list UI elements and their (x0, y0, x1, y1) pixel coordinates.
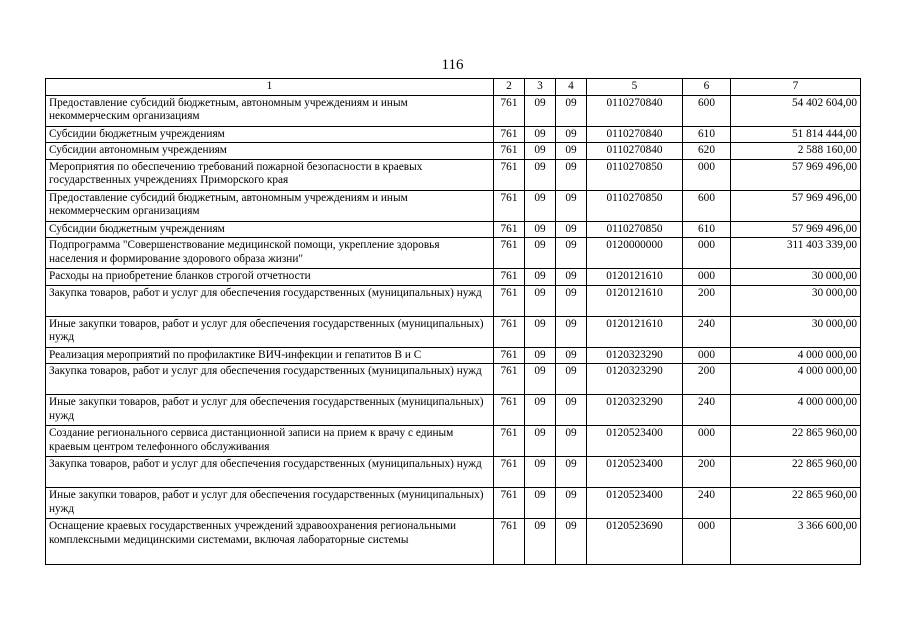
cell-subsection: 09 (556, 426, 587, 457)
cell-expense-type: 000 (683, 238, 731, 269)
column-header: 3 (525, 79, 556, 96)
cell-ministry-code: 761 (494, 395, 525, 426)
cell-expense-type: 200 (683, 285, 731, 316)
cell-section: 09 (525, 95, 556, 126)
cell-subsection: 09 (556, 457, 587, 488)
cell-ministry-code: 761 (494, 457, 525, 488)
cell-subsection: 09 (556, 316, 587, 347)
cell-section: 09 (525, 488, 556, 519)
cell-section: 09 (525, 457, 556, 488)
cell-amount: 54 402 604,00 (731, 95, 861, 126)
cell-description: Иные закупки товаров, работ и услуг для обеспечения государственных (муниципальных) нужд (46, 316, 494, 347)
table-row (46, 347, 861, 364)
cell-expense-type: 240 (683, 395, 731, 426)
cell-section: 09 (525, 126, 556, 143)
cell-subsection: 09 (556, 159, 587, 190)
cell-amount: 57 969 496,00 (731, 159, 861, 190)
cell-description: Оснащение краевых государственных учреждений здравоохранения региональными комплексными медицинскими системами, включая лабораторные системы (46, 519, 494, 565)
page-number: 116 (441, 57, 464, 73)
cell-ministry-code: 761 (494, 190, 525, 221)
cell-ministry-code: 761 (494, 285, 525, 316)
cell-target-article: 0120523400 (587, 426, 683, 457)
column-header: 2 (494, 79, 525, 96)
cell-amount: 51 814 444,00 (731, 126, 861, 143)
cell-section: 09 (525, 269, 556, 286)
cell-target-article: 0120523690 (587, 519, 683, 565)
cell-description: Закупка товаров, работ и услуг для обеспечения государственных (муниципальных) нужд (46, 364, 494, 395)
table-body (46, 95, 861, 565)
cell-subsection: 09 (556, 364, 587, 395)
cell-ministry-code: 761 (494, 519, 525, 565)
cell-target-article: 0120121610 (587, 269, 683, 286)
cell-expense-type: 000 (683, 269, 731, 286)
cell-target-article: 0120523400 (587, 488, 683, 519)
cell-description: Подпрограмма "Совершенствование медицинской помощи, укрепление здоровья населения и формирование здорового образа жизни" (46, 238, 494, 269)
cell-target-article: 0120000000 (587, 238, 683, 269)
cell-amount: 30 000,00 (731, 316, 861, 347)
column-header: 1 (46, 79, 494, 96)
cell-expense-type: 610 (683, 221, 731, 238)
cell-section: 09 (525, 221, 556, 238)
budget-table (45, 78, 861, 565)
cell-subsection: 09 (556, 395, 587, 426)
cell-ministry-code: 761 (494, 221, 525, 238)
cell-amount: 311 403 339,00 (731, 238, 861, 269)
cell-target-article: 0110270850 (587, 159, 683, 190)
cell-amount: 22 865 960,00 (731, 488, 861, 519)
table-row (46, 126, 861, 143)
cell-section: 09 (525, 190, 556, 221)
cell-section: 09 (525, 316, 556, 347)
cell-section: 09 (525, 143, 556, 160)
cell-subsection: 09 (556, 126, 587, 143)
cell-description: Субсидии бюджетным учреждениям (46, 126, 494, 143)
cell-target-article: 0110270850 (587, 190, 683, 221)
cell-ministry-code: 761 (494, 347, 525, 364)
cell-subsection: 09 (556, 347, 587, 364)
cell-section: 09 (525, 347, 556, 364)
table-row (46, 143, 861, 160)
cell-description: Предоставление субсидий бюджетным, автономным учреждениям и иным некоммерческим организациям (46, 190, 494, 221)
cell-target-article: 0110270840 (587, 95, 683, 126)
cell-ministry-code: 761 (494, 426, 525, 457)
cell-subsection: 09 (556, 285, 587, 316)
cell-subsection: 09 (556, 221, 587, 238)
table-row (46, 457, 861, 488)
cell-section: 09 (525, 364, 556, 395)
table-row (46, 426, 861, 457)
cell-expense-type: 600 (683, 95, 731, 126)
cell-target-article: 0110270840 (587, 126, 683, 143)
cell-subsection: 09 (556, 143, 587, 160)
cell-ministry-code: 761 (494, 269, 525, 286)
cell-expense-type: 000 (683, 426, 731, 457)
cell-expense-type: 620 (683, 143, 731, 160)
table-row (46, 190, 861, 221)
cell-amount: 4 000 000,00 (731, 364, 861, 395)
cell-ministry-code: 761 (494, 143, 525, 160)
table-row (46, 285, 861, 316)
cell-amount: 57 969 496,00 (731, 221, 861, 238)
cell-description: Предоставление субсидий бюджетным, автономным учреждениям и иным некоммерческим организациям (46, 95, 494, 126)
table-header-row (46, 79, 861, 96)
column-header: 5 (587, 79, 683, 96)
table-row (46, 238, 861, 269)
cell-ministry-code: 761 (494, 238, 525, 269)
cell-target-article: 0120323290 (587, 395, 683, 426)
cell-ministry-code: 761 (494, 159, 525, 190)
cell-amount: 4 000 000,00 (731, 395, 861, 426)
cell-section: 09 (525, 159, 556, 190)
cell-expense-type: 200 (683, 364, 731, 395)
table-row (46, 159, 861, 190)
cell-description: Расходы на приобретение бланков строгой отчетности (46, 269, 494, 286)
cell-ministry-code: 761 (494, 126, 525, 143)
cell-description: Закупка товаров, работ и услуг для обеспечения государственных (муниципальных) нужд (46, 457, 494, 488)
cell-description: Закупка товаров, работ и услуг для обеспечения государственных (муниципальных) нужд (46, 285, 494, 316)
cell-expense-type: 610 (683, 126, 731, 143)
cell-amount: 22 865 960,00 (731, 426, 861, 457)
cell-subsection: 09 (556, 238, 587, 269)
cell-target-article: 0120323290 (587, 364, 683, 395)
cell-expense-type: 000 (683, 159, 731, 190)
cell-ministry-code: 761 (494, 488, 525, 519)
cell-section: 09 (525, 519, 556, 565)
cell-expense-type: 240 (683, 488, 731, 519)
table-row (46, 364, 861, 395)
cell-expense-type: 200 (683, 457, 731, 488)
cell-subsection: 09 (556, 488, 587, 519)
cell-expense-type: 240 (683, 316, 731, 347)
cell-subsection: 09 (556, 190, 587, 221)
cell-section: 09 (525, 426, 556, 457)
table-row (46, 316, 861, 347)
cell-target-article: 0120323290 (587, 347, 683, 364)
table-row (46, 95, 861, 126)
cell-amount: 3 366 600,00 (731, 519, 861, 565)
cell-amount: 4 000 000,00 (731, 347, 861, 364)
cell-target-article: 0120121610 (587, 285, 683, 316)
cell-subsection: 09 (556, 269, 587, 286)
cell-ministry-code: 761 (494, 95, 525, 126)
cell-expense-type: 600 (683, 190, 731, 221)
cell-section: 09 (525, 238, 556, 269)
table-row (46, 221, 861, 238)
cell-description: Субсидии бюджетным учреждениям (46, 221, 494, 238)
column-header: 4 (556, 79, 587, 96)
cell-section: 09 (525, 285, 556, 316)
cell-description: Иные закупки товаров, работ и услуг для обеспечения государственных (муниципальных) нужд (46, 488, 494, 519)
cell-description: Создание регионального сервиса дистанционной записи на прием к врачу с единым краевым центром телефонного обслуживания (46, 426, 494, 457)
cell-ministry-code: 761 (494, 364, 525, 395)
column-header: 6 (683, 79, 731, 96)
cell-amount: 30 000,00 (731, 269, 861, 286)
cell-expense-type: 000 (683, 519, 731, 565)
cell-subsection: 09 (556, 519, 587, 565)
table-row (46, 395, 861, 426)
column-header: 7 (731, 79, 861, 96)
cell-subsection: 09 (556, 95, 587, 126)
table-row (46, 488, 861, 519)
cell-description: Субсидии автономным учреждениям (46, 143, 494, 160)
cell-description: Реализация мероприятий по профилактике ВИЧ-инфекции и гепатитов B и C (46, 347, 494, 364)
cell-target-article: 0120121610 (587, 316, 683, 347)
table-row (46, 519, 861, 565)
cell-amount: 57 969 496,00 (731, 190, 861, 221)
cell-description: Иные закупки товаров, работ и услуг для обеспечения государственных (муниципальных) нужд (46, 395, 494, 426)
cell-expense-type: 000 (683, 347, 731, 364)
cell-target-article: 0110270840 (587, 143, 683, 160)
table-row (46, 269, 861, 286)
cell-amount: 2 588 160,00 (731, 143, 861, 160)
cell-amount: 22 865 960,00 (731, 457, 861, 488)
cell-target-article: 0120523400 (587, 457, 683, 488)
cell-section: 09 (525, 395, 556, 426)
cell-description: Мероприятия по обеспечению требований пожарной безопасности в краевых государственных учреждениях Приморского края (46, 159, 494, 190)
cell-ministry-code: 761 (494, 316, 525, 347)
cell-amount: 30 000,00 (731, 285, 861, 316)
cell-target-article: 0110270850 (587, 221, 683, 238)
